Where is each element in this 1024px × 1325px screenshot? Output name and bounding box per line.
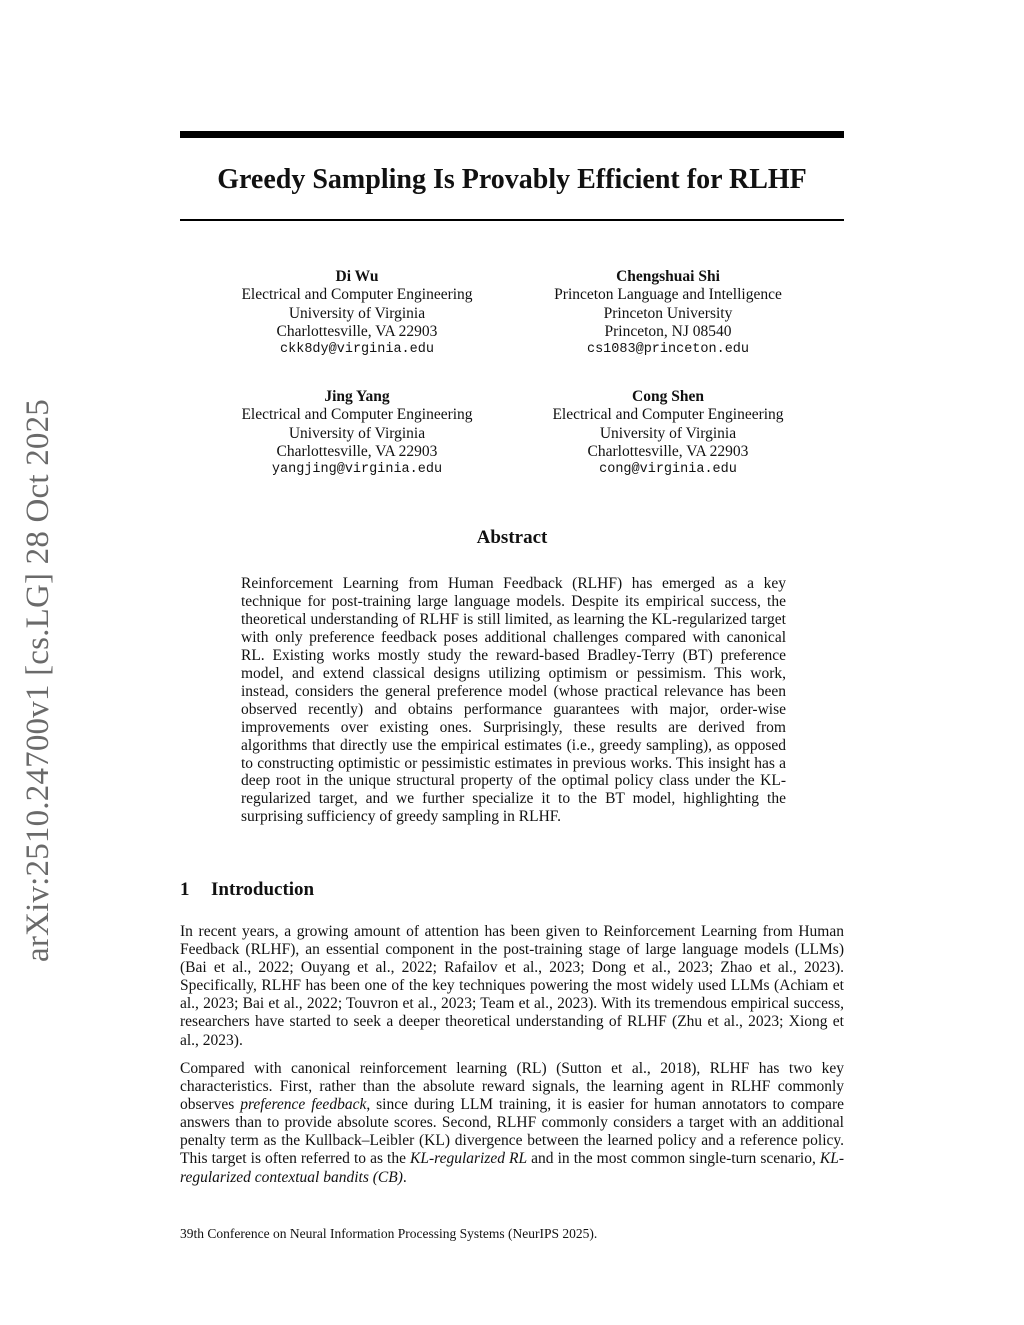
author-block	[207, 388, 507, 479]
author-name: Jing Yang	[324, 388, 390, 405]
section-heading	[180, 878, 314, 902]
author-block	[518, 268, 818, 359]
author-email[interactable]: cong@virginia.edu	[599, 462, 737, 478]
author-department: Electrical and Computer Engineering	[552, 406, 784, 424]
text-run: Compared with canonical reinforcement learning (RL) (Sutton et al., 2018), RLHF has two key characteristics. First, rather than the absolute reward signals, the learning agent in RLHF commonly observes	[180, 1060, 844, 1114]
arxiv-identifier: arXiv:2510.24700v1 [cs.LG] 28 Oct 2025	[20, 398, 56, 962]
abstract-heading: Abstract	[476, 527, 548, 548]
text-run: and in the most common single-turn scenario,	[527, 1150, 820, 1168]
author-institution: University of Virginia	[288, 424, 426, 442]
author-name: Di Wu	[335, 268, 379, 285]
paper-title: Greedy Sampling Is Provably Efficient for RLHF	[217, 164, 807, 195]
author-department: Electrical and Computer Engineering	[241, 286, 473, 304]
intro-paragraph-1: In recent years, a growing amount of attention has been given to Reinforcement Learning from Human Feedback (RLHF), an essential component in the post-training stage of large language models (LLMs) (Bai et al., 2022; Ouyang et al., 2022; Rafailov et al., 2023; Dong et al., 2023; Zhao et al., 2023). Specifically, RLHF has been one of the key techniques powering the most widely used LLMs (Achiam et al., 2023; Bai et al., 2022; Touvron et al., 2023; Team et al., 2023). With its tremendous empirical success, researchers have started to seek a deeper theoretical understanding of RLHF (Zhu et al., 2023; Xiong et al., 2023).	[180, 923, 844, 1049]
author-block	[207, 268, 507, 359]
author-address: Princeton, NJ 08540	[604, 322, 732, 340]
title-top-rule	[180, 131, 844, 138]
author-address: Charlottesville, VA 22903	[587, 442, 749, 460]
author-email[interactable]: yangjing@virginia.edu	[271, 462, 443, 478]
author-email[interactable]: ckk8dy@virginia.edu	[280, 342, 434, 358]
emphasis-preference-feedback: preference feedback	[240, 1096, 367, 1114]
intro-paragraph-2	[180, 1060, 844, 1187]
text-run: , since during LLM training, it is easier for human annotators to compare answers than to provide absolute scores. Second, RLHF commonly considers a target with an additional penalty term as the Kullback–Leibler (KL) divergence between the learned policy and a reference policy. This target is often referred to as the	[180, 1096, 844, 1168]
author-department: Princeton Language and Intelligence	[554, 286, 782, 304]
author-institution: University of Virginia	[599, 424, 737, 442]
author-name: Cong Shen	[632, 388, 704, 405]
section-number: 1	[180, 879, 190, 900]
author-department: Electrical and Computer Engineering	[241, 406, 473, 424]
author-address: Charlottesville, VA 22903	[276, 322, 438, 340]
title-bottom-rule	[180, 219, 844, 221]
author-address: Charlottesville, VA 22903	[276, 442, 438, 460]
author-name: Chengshuai Shi	[616, 268, 720, 285]
emphasis-kl-regularized-cb: KL-regularized contextual bandits (CB)	[180, 1150, 844, 1186]
emphasis-kl-regularized-rl: KL-regularized RL	[410, 1150, 528, 1168]
conference-footnote: 39th Conference on Neural Information Processing Systems (NeurIPS 2025).	[180, 1226, 598, 1241]
author-institution: Princeton University	[603, 304, 733, 322]
author-email[interactable]: cs1083@princeton.edu	[586, 342, 750, 358]
abstract-text: Reinforcement Learning from Human Feedback (RLHF) has emerged as a key technique for post-training large language models. Despite its empirical success, the theoretical understanding of RLHF is still limited, as learning the KL-regularized target with only preference feedback poses additional challenges compared with canonical RL. Existing works mostly study the reward-based Bradley-Terry (BT) preference model, and extend classical designs utilizing optimism or pessimism. This work, instead, considers the general preference model (whose practical relevance has been observed recently) and obtains performance guarantees with major, order-wise improvements over existing ones. Surprisingly, these results are derived from algorithms that directly use the empirical estimates (i.e., greedy sampling), as opposed to constructing optimistic or pessimistic estimates in previous works. This insight has a deep root in the unique structural property of the optimal policy class under the KL-regularized target, and we further specialize it to the BT model, highlighting the surprising sufficiency of greedy sampling in RLHF.	[241, 575, 786, 826]
author-block	[518, 388, 818, 479]
author-institution: University of Virginia	[288, 304, 426, 322]
text-run: .	[402, 1168, 407, 1186]
section-title: Introduction	[211, 879, 315, 900]
